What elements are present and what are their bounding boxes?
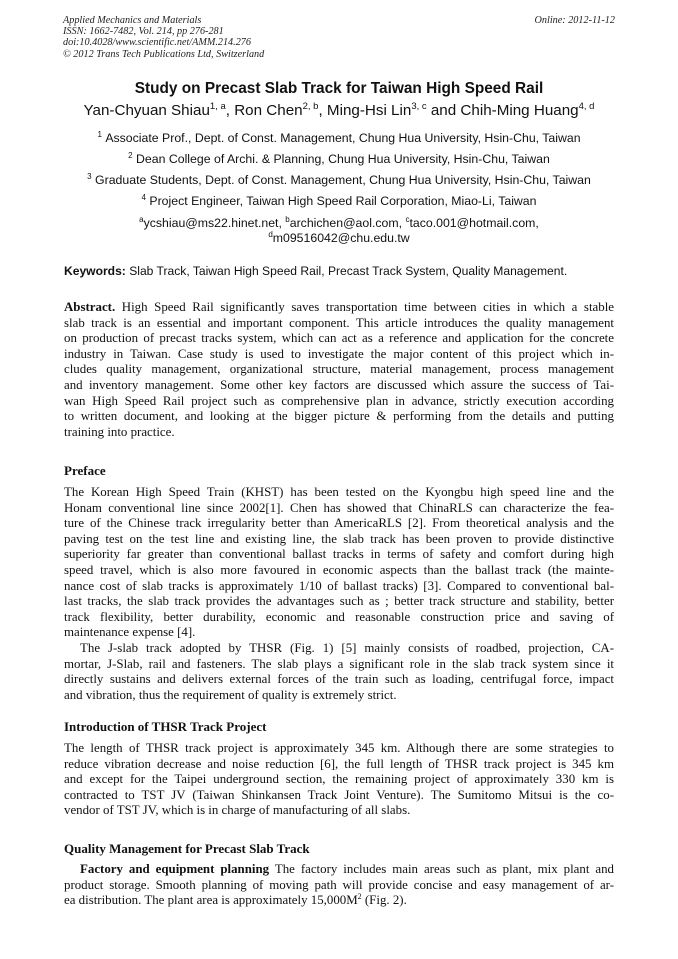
affiliation-3 xyxy=(0,173,678,188)
paper-title: Study on Precast Slab Track for Taiwan High Speed Rail xyxy=(134,80,544,97)
abstract-line: Abstract. High Speed Rail significantly saves transportation time between cities in which a stable xyxy=(64,300,614,314)
paragraph-line: last tracks, the slab track provides the advantages such as ; better track structure and stability, better xyxy=(64,594,614,609)
affiliation-text: Project Engineer, Taiwan High Speed Rail Corporation, Miao-Li, Taiwan xyxy=(149,194,537,208)
intro-paragraph xyxy=(64,741,614,819)
email-separator: , xyxy=(278,216,286,230)
paragraph-line: speed travel, which is also more favoured in economic aspects than the ballast track (the mainte- xyxy=(64,562,614,577)
paragraph-line: Honam conventional line since 2002[1]. Chen has showed that ChinaRLS can characterize the fea- xyxy=(64,500,614,515)
paragraph-line: maintenance expense [4]. xyxy=(64,625,196,640)
paragraph-line: track flexibility, better durability, economic and reasonable construction price and saving of xyxy=(64,609,614,624)
paragraph-line: reduce vibration decrease and noise reduction [6], the full length of THSR track project is 345 km xyxy=(64,756,614,771)
abstract-label: Abstract. xyxy=(64,300,116,314)
author-sup: 3, c xyxy=(411,101,427,112)
affiliation-num: 3 xyxy=(87,172,92,181)
paragraph-line: paving test on the test line and existing line, the slab track has been proven to provide distinctive xyxy=(64,531,614,546)
author-separator: , xyxy=(225,102,235,119)
email-sup: d xyxy=(268,230,273,239)
email-address[interactable]: m09516042@chu.edu.tw xyxy=(272,231,410,245)
author-sup: 4, d xyxy=(578,101,595,112)
email-address[interactable]: taco.001@hotmail.com xyxy=(409,216,536,230)
section-heading-quality: Quality Management for Precast Slab Track xyxy=(64,841,310,856)
paragraph-line: vendor of TST JV, which is in charge of manufacturing of all slabs. xyxy=(64,803,411,818)
author-separator: and xyxy=(426,102,461,119)
paragraph-line: The length of THSR track project is approximately 345 km. Although there are some strategies to xyxy=(64,741,614,755)
section-heading-intro: Introduction of THSR Track Project xyxy=(64,719,267,734)
paragraph-line: ea distribution. The plant area is approximately $15,000M^2$ (Fig. 2). xyxy=(64,892,407,908)
abstract-line: and inventory management. Some other key factors are discussed which assure the success of Tai- xyxy=(64,377,614,392)
issn-line: ISSN: 1662-7482, Vol. 214, pp 276-281 xyxy=(63,26,224,38)
affiliation-text: Associate Prof., Dept. of Const. Management, Chung Hua University, Hsin-Chu, Taiwan xyxy=(105,131,581,145)
paragraph-line: product storage. Smooth planning of moving path will provide concise and easy management of ar- xyxy=(64,877,614,892)
quality-paragraph xyxy=(64,862,614,909)
email-line-1 xyxy=(0,216,678,231)
author-name: Ming-Hsi Lin xyxy=(326,102,412,119)
affiliation-1 xyxy=(0,131,678,146)
affiliation-text: Dean College of Archi. & Planning, Chung Hua University, Hsin-Chu, Taiwan xyxy=(136,152,550,166)
author-list xyxy=(0,101,678,121)
email-sup: b xyxy=(285,215,290,224)
email-sup: c xyxy=(405,215,410,224)
abstract-line: slab track is an essential and important component. This article introduces the quality management xyxy=(64,315,614,330)
abstract-line: cludes quality management, organizational structure, material management, process management xyxy=(64,362,614,377)
keywords-text: Slab Track, Taiwan High Speed Rail, Precast Track System, Quality Management. xyxy=(125,264,568,278)
paragraph-line: superiority far greater than conventional ballast tracks in terms of safety and comfort during high xyxy=(64,547,614,562)
preface-paragraph-1 xyxy=(64,485,614,641)
paragraph-line: Factory and equipment planning The factory includes main areas such as plant, mix plant and xyxy=(80,862,615,876)
preface-paragraph-2 xyxy=(64,641,614,703)
copyright-line: © 2012 Trans Tech Publications Ltd, Switzerland xyxy=(63,48,265,60)
abstract-line: wan High Speed Rail project such as comprehensive plan in advance, strictly execution according xyxy=(64,393,614,408)
email-separator: , xyxy=(398,216,406,230)
email-line-2 xyxy=(0,231,678,246)
paragraph-line: The J-slab track adopted by THSR (Fig. 1) [5] mainly consists of roadbed, projection, CA- xyxy=(80,641,614,655)
abstract-line: on production of precast tracks system, which can act as a reference and application for the concrete xyxy=(64,331,614,346)
affiliation-num: 2 xyxy=(128,151,133,160)
paragraph-line: directly sustains and delivers external forces of the train such as loading, centrifugal force, impact xyxy=(64,672,614,687)
author-name: Yan-Chyuan Shiau xyxy=(83,102,210,119)
author-sup: 2, b xyxy=(302,101,319,112)
affiliation-text: Graduate Students, Dept. of Const. Management, Chung Hua University, Hsin-Chu, Taiwan xyxy=(95,173,591,187)
email-separator: , xyxy=(535,216,539,230)
lead-bold-phrase: Factory and equipment planning xyxy=(80,862,270,876)
email-address[interactable]: archichen@aol.com xyxy=(289,216,399,230)
paragraph-line: and except for the Taipei underground section, the remaining project of approximately 330 km is xyxy=(64,772,614,787)
section-heading-preface: Preface xyxy=(64,463,106,478)
paragraph-line: contracted to TST JV (Taiwan Shinkansen Track Joint Venture). The Sumitomo Mitsui is the co- xyxy=(64,787,614,802)
author-name: Ron Chen xyxy=(234,102,303,119)
author-name: Chih-Ming Huang xyxy=(460,102,579,119)
abstract-line: to written document, and looking at the bigger picture & performing from the details and putting xyxy=(64,409,614,424)
keywords xyxy=(64,264,616,279)
paragraph-line: ture of the Chinese track irregularity better than AmericaRLS [2]. From theoretical analysis and the xyxy=(64,516,614,531)
paragraph-line: The Korean High Speed Train (KHST) has been tested on the Kyongbu high speed line and the xyxy=(64,485,614,499)
affiliation-2 xyxy=(0,152,678,167)
author-sup: 1, a xyxy=(209,101,226,112)
author-separator: , xyxy=(318,102,327,119)
journal-name: Applied Mechanics and Materials xyxy=(63,15,202,26)
paragraph-line: mortar, J-Slab, rail and fasteners. The slab plays a significant role in the slab track system since it xyxy=(64,656,614,671)
doi-line: doi:10.4028/www.scientific.net/AMM.214.276 xyxy=(63,37,251,49)
abstract-line: training into practice. xyxy=(64,424,175,439)
affiliation-4 xyxy=(0,194,678,209)
paragraph-line: nance cost of slab tracks is approximately 1/10 of ballast tracks) [3]. Compared to conventional bal- xyxy=(64,578,614,593)
online-date: Online: 2012-11-12 xyxy=(534,15,615,26)
abstract xyxy=(64,300,614,440)
abstract-line: industry in Taiwan. Case study is used to investigate the major content of this project which in- xyxy=(64,346,614,361)
email-address[interactable]: ycshiau@ms22.hinet.net xyxy=(143,216,279,230)
paragraph-line: and vibration, thus the requirement of quality is extremely strict. xyxy=(64,687,397,702)
affiliation-num: 1 xyxy=(97,130,102,139)
email-sup: a xyxy=(139,215,144,224)
journal-header xyxy=(63,15,264,60)
affiliation-num: 4 xyxy=(141,193,146,202)
keywords-label: Keywords: xyxy=(64,264,126,278)
